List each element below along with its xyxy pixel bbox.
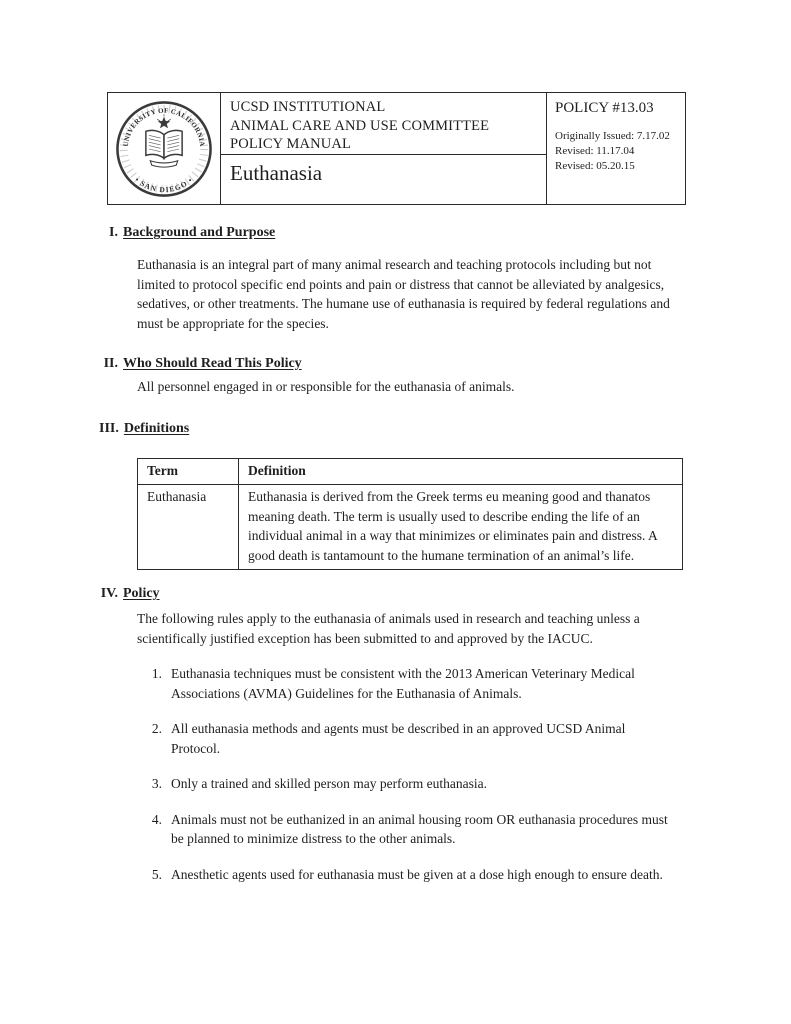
policy-rule-list xyxy=(145,664,669,884)
table-cell-term: Euthanasia xyxy=(138,485,239,570)
policy-number: POLICY #13.03 xyxy=(555,100,654,116)
section-title: Who Should Read This Policy xyxy=(123,356,302,371)
ucsd-seal-icon xyxy=(115,100,213,198)
list-item-number: 2. xyxy=(151,721,162,736)
list-item-number: 5. xyxy=(151,866,162,882)
section-number: III. xyxy=(99,420,119,436)
section-title: Policy xyxy=(123,586,160,601)
list-item-number: 1. xyxy=(151,666,162,681)
list-item-text: Anesthetic agents used for euthanasia must be given at a dose high enough to ensure death. xyxy=(171,866,663,882)
list-item xyxy=(145,865,669,885)
definitions-table xyxy=(137,458,683,571)
table-cell-definition: Euthanasia is derived from the Greek terms eu meaning good and thanatos meaning death. The term is usually used to describe ending the life of an individual animal in a way that minimizes or eliminates pain and distress. A good death is tantamount to the humane termination of an animal’s life. xyxy=(239,485,683,570)
list-item-text: All euthanasia methods and agents must be described in an approved UCSD Animal Protocol. xyxy=(171,721,626,756)
section-title: Background and Purpose xyxy=(123,225,276,240)
revision-line: Revised: 05.20.15 xyxy=(555,160,635,172)
list-item-text: Only a trained and skilled person may perform euthanasia. xyxy=(171,776,488,791)
section-title: Definitions xyxy=(123,420,190,436)
list-item xyxy=(145,810,669,849)
section-heading-policy xyxy=(99,584,686,603)
org-title-line: POLICY MANUAL xyxy=(230,136,352,152)
org-title-line: UCSD INSTITUTIONAL xyxy=(230,99,386,115)
section-number: IV. xyxy=(100,586,118,601)
table-header-row xyxy=(138,458,683,485)
list-item-text: Animals must not be euthanized in an animal housing room OR euthanasia procedures must be planned to minimize distress to the other animals. xyxy=(171,811,668,846)
seal-top-text: UNIVERSITY OF CALIFORNIA xyxy=(121,106,207,147)
header-title-cell xyxy=(221,93,546,204)
revision-line: Originally Issued: 7.17.02 xyxy=(555,130,670,142)
seal-star xyxy=(157,114,171,128)
section-paragraph: All personnel engaged in or responsible for the euthanasia of animals. xyxy=(137,379,515,394)
revision-line: Revised: 11.17.04 xyxy=(555,145,635,157)
section-heading-definitions xyxy=(99,419,686,438)
seal-ribbon xyxy=(150,160,177,166)
section-number: I. xyxy=(109,225,118,240)
list-item xyxy=(145,664,669,703)
table-header-term: Term xyxy=(138,458,239,485)
list-item xyxy=(145,774,669,794)
section-number: II. xyxy=(103,356,118,371)
page-content xyxy=(99,92,686,884)
list-item-number: 4. xyxy=(151,811,162,827)
doc-title: Euthanasia xyxy=(230,161,323,185)
list-item-number: 3. xyxy=(151,776,162,791)
seal-book xyxy=(146,130,182,158)
section-heading-who-should-read xyxy=(99,354,686,373)
header-logo-cell xyxy=(108,93,221,204)
org-title xyxy=(221,93,546,155)
policy-header-table xyxy=(107,92,686,205)
section-paragraph: Euthanasia is an integral part of many animal research and teaching protocols including but not limited to protocol specific end points and pain or distress that cannot be alleviated by analgesics, sedatives, or other treatments. The humane use of euthanasia is required by federal regulations and must be appropriate for the species. xyxy=(137,257,670,331)
seal-bottom-text: • SAN DIEGO • xyxy=(133,174,195,194)
list-item xyxy=(145,719,669,758)
table-row xyxy=(138,485,683,570)
table-header-definition: Definition xyxy=(239,458,683,485)
org-title-line: ANIMAL CARE AND USE COMMITTEE xyxy=(230,117,490,134)
header-policy-cell xyxy=(546,93,685,204)
list-item-text: Euthanasia techniques must be consistent with the 2013 American Veterinary Medical Associations (AVMA) Guidelines for the Euthanasia of Animals. xyxy=(171,666,635,701)
section-paragraph: The following rules apply to the euthanasia of animals used in research and teaching unless a scientifically justified exception has been submitted to and approved by the IACUC. xyxy=(137,611,640,646)
section-heading-background xyxy=(99,223,686,242)
